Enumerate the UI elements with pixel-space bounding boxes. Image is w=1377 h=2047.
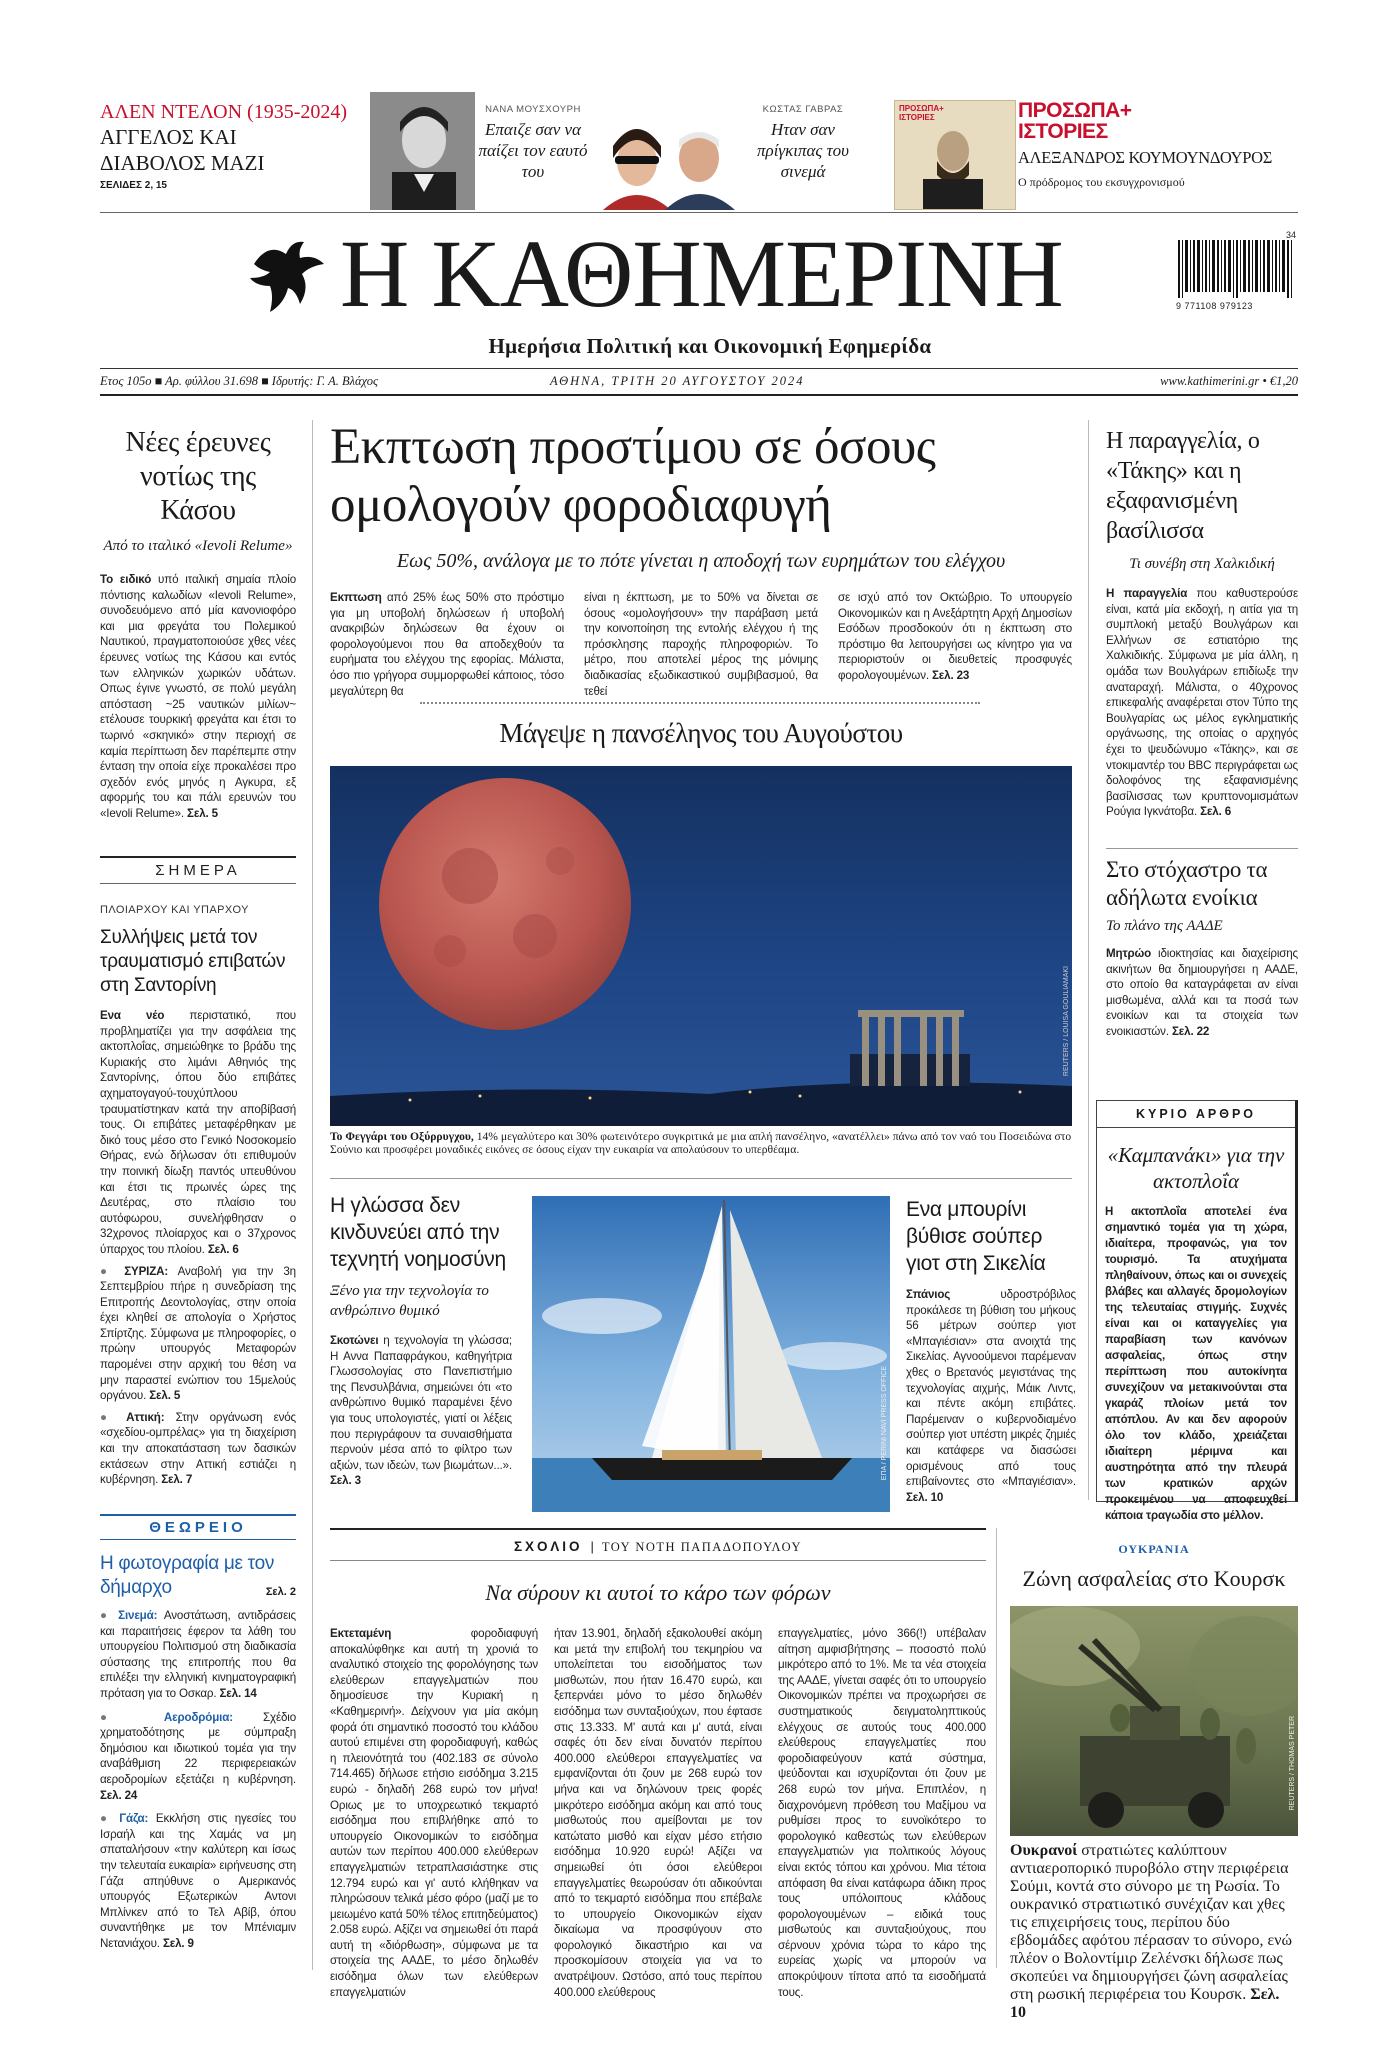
ukraine-body: [1010, 1842, 1298, 2022]
barcode-number: 9 771108 979123: [1176, 301, 1253, 311]
rent-text: ιδιοκτησίας και διαχείρισης ακινήτων θα δημιουργήσει η ΑΑΔΕ, στο οποίο θα καταγράφεται αν είναι μισθωμένα, αλλά και τα ποσά των ενοικίων και τα στοιχεία των ενοικιαστών.: [1106, 947, 1298, 1038]
simera-text: περιστατικό, που προβληματίζει για την ασφάλεια της ακτοπλοΐας, σημειώθηκε το βράδυ της Κυριακής στο λιμάνι Αθηνιός της Σαντορίνης, όπου δύο επιβάτες αχηματογαγού-τουχύπλοου τραυματίστηκαν κατά την αποβίβασή τους. Οι επιβάτες μεταφέρθηκαν με δικό τους μέσο στο Γενικό Νοσοκομείο Θήρας, ενώ δήλωσαν ότι επιθυμούν την ποινική δίωξη παντός υπευθύνου και έτσι τις πρωινές ώρες της Δευτέρας, στο πλαίσιο του αυτόφωρου, συνελήφθησαν ο 32χρονος πλοίαρχος και ο 37χρονος ύπαρχος του πλοίου.: [100, 1009, 296, 1256]
scholio-text-1: φοροδιαφυγή αποκαλύφθηκε και αυτή τη χρονιά το αναλυτικό στοιχείο της φορολόγησης των ελεύθερων επαγγελματιών που δημοσίευσε την Κυριακή η «Καθημερινή». Δείχνουν για μία ακόμη φορά ότι σημαντικό ποσοστό του κλάδου αυτού επιμένει στη φοροδιαφυγή, καθώς η πλειονότητά του (402.183 σε σύνολο 714.465) δήλωσε ετήσιο εισόδημα 3.215 ευρώ - δηλαδή 268 ευρώ τον μήνα! Οριως με το υποχρεωτικό τεκμαρτό εισόδημα που επιβλήθηκε από το υπουργείο Οικονομικών το εισόδημα αυτών των περίπου 400.000 ελεύθερων επαγγελματιών τετραπλασιάστηκε στις 12.794 ευρώ και γι' αυτό κλήθηκαν να πληρώσουν τελικά μέσο φόρο (μαζί με το μειωμένο κατά 50% τέλος επιτηδεύματος) 2.058 ευρώ. Αξίζει να σημειωθεί ότι παρά αυτή τη «διόρθωση», σύμφωνα με τα στοιχεία της ΑΑΔΕ, το μέσο δηλωθέν εισόδημα όλων των ελεύθερων επαγγελματιών: [330, 1627, 538, 1999]
yacht-story[interactable]: [906, 1196, 1076, 1505]
moon-caption-lead: Το Φεγγάρι του Οξύρρυγχου,: [330, 1130, 474, 1143]
ai-deck: Ξένο για την τεχνολογία το ανθρώπινο θυμικό: [330, 1283, 489, 1319]
theoreio-title: Η φωτογραφία με τον δήμαρχο: [100, 1553, 275, 1598]
rent-deck: Το πλάνο της ΑΑΔΕ: [1106, 918, 1223, 934]
yacht-text: υδροστρόβιλος προκάλεσε τη βύθιση του μήκους 56 μέτρων σούπερ γιοτ «Μπαγιέσιαν» στα ανοιχτά της Σικελίας. Αγνοούμενοι παρέμεναν χθες ο Βρετανός μεγιστάνας της τεχνολογίας αιχμής, Μάικ Λιντς, και πέντε ακόμη επιβάτες. Παρέμειναν ο κυβερνοδιαμένο σούπερ γιοτ υπέστη μικρές ζημιές και κατάφερε να διασώσει ορισμένους από τους επιβαίνοντες στο «Μπαγιέσιαν».: [906, 1288, 1076, 1489]
teaser-gavras-text: Ηταν σαν πρίγκιπας του σινεμά: [757, 120, 849, 181]
main-col-3: [838, 590, 1072, 699]
simera-title: Συλλήψεις μετά τον τραυματισμό επιβατών στη Σαντορίνη: [100, 927, 286, 996]
attiki-text: Στην οργάνωση ενός «σχεδίου-ομπρέλας» για τη διαχείριση και την αποκατάσταση των δασικών εκτάσεων στην Αττική εστιάζει η κυβέρνηση.: [100, 1410, 296, 1487]
cinema-brief: ● Σινεμά: Ανοστάτωση, αντιδράσεις και παραιτήσεις έφερον τα λάθη του υπουργείου Πολιτισμού στη διαδικασία σύστασης της επιτροπής που θα επιλέξει την ελληνική κινηματογραφική πρόταση για το Οσκαρ. Σελ. 14: [100, 1609, 296, 1700]
yacht-photo[interactable]: [532, 1196, 890, 1512]
airports-ref: Σελ. 24: [100, 1788, 138, 1802]
prosopa-cover-title: ΠΡΟΣΩΠΑ+ ΙΣΤΟΡΙΕΣ: [899, 104, 944, 122]
simera-body: [100, 1008, 296, 1258]
kasos-title: Νέες έρευνες νοτίως της Κάσου: [125, 427, 271, 526]
simera-label: ΣΗΜΕΡΑ: [155, 862, 241, 879]
teaser-divider: [100, 212, 1298, 213]
ai-text: η τεχνολογία τη γλώσσα; Η Αννα Παπαφράγκου, καθηγήτρια Γλωσσολογίας στο Πανεπιστήμιο της Πενσυλβάνια, σημειώνει ότι «το ανθρώπινο θυμικό παραμένει ξένο για τους υπολογιστές, γιατί οι λέξεις που περιγράφουν τα συναισθήματα περνούν μέσα από το φίλτρο των αξιών, των ιδεών, των βιωμάτων...».: [330, 1334, 512, 1472]
scholio-rule-mid: [330, 1560, 986, 1561]
two-portraits-icon: [585, 118, 745, 210]
main-text-3: σε ισχύ από τον Οκτώβριο. Το υπουργείο Οικονομικών και η Ανεξάρτητη Αρχή Δημοσίων Εσόδων προσδοκούν ότι η έκπτωση στο πρόστιμο θα λειτουργήσει ως κίνητρο για να περιοριστούν οι διευθετείς προσφυγές φορολογουμένων.: [838, 591, 1072, 682]
teaser-delon-line2: ΔΙΑΒΟΛΟΣ ΜΑΖΙ: [100, 151, 265, 175]
teaser-mouschouri[interactable]: [478, 104, 588, 182]
main-headline[interactable]: Εκπτωση προστίμου σε όσους ομολογούν φοροδιαφυγή: [330, 419, 936, 533]
main-text-1: από 25% έως 50% στο πρόστιμο για μη υποβολή δηλώσεων ή υποβολή ανακριβών δηλώσεων θα έχουν οι φορολογούμενοι που θα αποδεχθούν τα ευρήματα του ελέγχου της εφορίας. Μάλιστα, όσο πιο γρήγορα συμμορφωθεί κάποιος, τόσο μεγαλύτερη θα: [330, 591, 564, 698]
order-deck: Τι συνέβη στη Χαλκιδική: [1129, 556, 1275, 572]
mouschouri-gavras-photo: [585, 118, 745, 210]
masthead-subtitle: Ημερήσια Πολιτική και Οικονομική Εφημερίδα: [488, 334, 932, 358]
scholio-col-3: [778, 1626, 986, 2000]
ukraine-kicker: ΟΥΚΡΑΝΙΑ: [1118, 1542, 1190, 1556]
theoreio-story[interactable]: [100, 1552, 296, 1951]
gaza-brief: ● Γάζα: Εκκλήση στις ηγεσίες του Ισραήλ και της Χαμάς να μη σπαταλήσουν «την καλύτερη και ίσως την τελευταία ευκαιρία» ειρήνευσης στη Γάζα απηύθυνε ο Αμερικανός υπουργός Εξωτερικών Αντονι Μπλίνκεν από το Τελ Αβίβ, όπου συναντήθηκε με τον Μπένιαμιν Νετανιάχου. Σελ. 9: [100, 1812, 297, 1950]
teaser-delon-line1: ΑΓΓΕΛΟΣ ΚΑΙ: [100, 125, 237, 149]
airports-text: Σχέδιο χρηματοδότησης με σύμπραξη δημόσιου και ιδιωτικού τομέα για την αναβάθμιση 22 περιφερειακών αεροδρομίων εξετάζει η κυβέρνηση.: [100, 1710, 296, 1786]
ai-story[interactable]: [330, 1192, 512, 1489]
simera-band: [100, 856, 296, 884]
kasos-deck: Από το ιταλικό «Ievoli Relume»: [103, 538, 293, 554]
prosopa-line2: ΙΣΤΟΡΙΕΣ: [1018, 120, 1108, 143]
main-lead: Εκπτωση: [330, 591, 382, 604]
simera-kicker: ΠΛΟΙΑΡΧΟΥ ΚΑΙ ΥΠΑΡΧΟΥ: [100, 904, 249, 916]
kasos-story[interactable]: [100, 426, 296, 822]
full-moon-icon: [330, 766, 1072, 1126]
ukraine-credit: REUTERS / THOMAS PETER: [1289, 1716, 1296, 1811]
col-sep-right: [1088, 420, 1089, 1500]
yacht-body: [906, 1287, 1076, 1505]
syriza-brief: ● ΣΥΡΙΖΑ: Αναβολή για την 3η Σεπτεμβρίου πήρε η συνεδρίαση της Επιτροπής Δεοντολογίας, στην οποία έχει κληθεί σε απολογία ο Χρήστος Σπίρτζης. Σύμφωνα με πληροφορίες, ο πρώην υπουργός Μεταφορών παρομένει στην αρχική του θέση να μην παραστεί ενώπιον του 15μελούς οργάνου. Σελ. 5: [100, 1264, 296, 1403]
teaser-delon-title: ΑΛΕΝ ΝΤΕΛΟΝ (1935-2024): [100, 101, 348, 123]
main-deck: Εως 50%, ανάλογα με το πότε γίνεται η αποδοχή των ευρημάτων του ελέγχου: [396, 550, 1006, 572]
ukraine-lead: Ουκρανοί: [1010, 1842, 1078, 1859]
rent-body: [1106, 946, 1298, 1040]
scholio-col-2: [554, 1626, 762, 2000]
theoreio-label: ΘΕΩΡΕΙΟ: [149, 1519, 247, 1536]
moon-caption-text: 14% μεγαλύτερο και 30% φωτεινότερο συγκριτικά με μια απλή πανσέληνο, «ανατέλλει» πάνω από τον ναό του Ποσειδώνα στο Σούνιο και προσφέρει μοναδικές εικόνες σε όσους είχαν την ευκαιρία να απολαύσουν το υπερθέαμα.: [330, 1130, 1072, 1156]
main-ref: Σελ. 23: [932, 668, 970, 682]
rent-lead: Μητρώο: [1106, 947, 1152, 960]
masthead-meta-right: www.kathimerini.gr • €1,20: [1160, 374, 1298, 388]
teaser-mouschouri-kicker: ΝΑΝΑ ΜΟΥΣΧΟΥΡΗ: [485, 104, 581, 115]
barcode-icon: [1176, 240, 1296, 298]
prosopa-name: ΑΛΕΞΑΝΔΡΟΣ ΚΟΥΜΟΥΝΔΟΥΡΟΣ: [1018, 148, 1273, 167]
ai-body: [330, 1333, 512, 1489]
gaza-text: Εκκλήση στις ηγεσίες του Ισραήλ και της Χαμάς να μη σπαταλήσουν «την καλύτερη και ίσως την τελευταία ευκαιρία» ειρήνευσης στη Γάζα απηύθυνε ο Αμερικανός υπουργός Εξωτερικών Αντονι Μπλίνκεν από το Τελ Αβίβ, όπου συναντήθηκε με τον Μπένιαμιν Νετανιάχου.: [100, 1812, 297, 1950]
ukraine-text: στρατιώτες καλύπτουν αντιαεροπορικό πυροβόλο στην περιφέρεια Σούμι, κοντά στο σύνορο με τη Ρωσία. Το ουκρανικό στρατιωτικό συνέχιζαν και χθες τις επιχειρήσεις τους, περίπου δύο εβδομάδες αφότου πέρασαν το σύνορο, ενώ πλέον ο Βολοντίμιρ Ζελένσκι δήλωσε πως σκοπεύει να δημιουργήσει ζώνη ασφαλείας στη ρωσική περιφέρεια του Κουρσκ.: [1010, 1842, 1293, 2003]
prosopa-line1: ΠΡΟΣΩΠΑ+: [1018, 99, 1132, 122]
teaser-delon[interactable]: [100, 100, 370, 210]
order-text: που καθυστερούσε είναι, κατά μία εκδοχή, η αιτία για τη συμπλοκή μεταξύ Βουλγάρων και Ελλήνων σε εστιατόριο της Χαλκιδικής. Σύμφωνα με μία άλλη, η ομάδα των Βουλγάρων επιδίωξε την αναταραχή. Μάλιστα, ο 40χρονος επικεφαλής αναφέρεται στον Τύπο της Βουλγαρίας ως μέλος εγκληματικής οργάνωσης, της οποίας ο αρχηγός έχει το ψευδώνυμο «Τάκης», και σε ντοκιμαντέρ του BBC περιγράφεται ως δολοφόνος της εξαφανισμένης βασίλισσας των κρυπτονομισμάτων Ρούγια Ιγκνάτοβα.: [1106, 587, 1298, 819]
prosopa-cover[interactable]: [894, 100, 1016, 210]
barcode: [1176, 230, 1298, 312]
prosopa-sub: Ο πρόδρομος του εκσυγχρονισμού: [1018, 175, 1185, 189]
ukraine-title[interactable]: Ζώνη ασφαλείας στο Κουρσκ: [1022, 1566, 1286, 1591]
order-divider: [1106, 848, 1298, 849]
main-col-1: [330, 590, 564, 699]
phoenix-logo-icon: [244, 234, 330, 320]
airports-lead: Αεροδρόμια:: [163, 1710, 233, 1724]
col-sep-left: [312, 420, 313, 1970]
scholio-rule-top: [330, 1528, 986, 1530]
scholio-label: ΣΧΟΛΙΟ: [513, 1539, 583, 1554]
syriza-ref: Σελ. 5: [149, 1389, 181, 1403]
scholio-body: [330, 1626, 986, 2000]
kasos-ref: Σελ. 5: [187, 806, 218, 820]
rent-ref: Σελ. 22: [1171, 1024, 1210, 1038]
kasos-lead: Το ειδικό: [100, 573, 152, 586]
order-lead: Η παραγγελία: [1106, 587, 1188, 600]
simera-story[interactable]: [100, 904, 296, 1488]
syriza-lead: ΣΥΡΙΖΑ:: [124, 1264, 169, 1278]
attiki-ref: Σελ. 7: [161, 1473, 193, 1487]
ai-ref: Σελ. 3: [330, 1474, 361, 1488]
yacht-ref: Σελ. 10: [906, 1490, 944, 1504]
scholio-title[interactable]: Να σύρουν κι αυτοί το κάρο των φόρων: [485, 1580, 831, 1605]
scholio-text-2: ήταν 13.901, δηλαδή εξακολουθεί ακόμη και μετά την επιβολή του τεκμηρίου να υπολείπεται του εισοδήματος των μισθωτών, που ήταν 16.470 ευρώ, και ξεπερνάει μόνο το μέσο δηλωθέν εισόδημα των συνταξιούχων, που έφτασε στις 13.333. Μ' αυτά και μ' αυτά, είναι σαφές ότι δεν είναι δυνατόν περίπου 400.000 ελεύθεροι επαγγελματίες να εμφανίζονται ότι ζουν με 268 ευρώ τον μήνα και να δηλώνουν τρεις φορές μικρότερο εισόδημα ακόμη και από τους μισθωτούς που αμείβονται με τον κατώτατο μισθό και είχαν μέσο ετήσιο εισόδημα 10.920 ευρώ! Αξίζει να σημειωθεί ότι όσοι ελεύθεροι επαγγελματίες θεωρούσαν ότι αδικούνται από το τεκμαρτό εισόδημα που επέβαλε το υπουργείο Οικονομικών είχαν δικαίωμα να προσφύγουν στο φορολογικό δικαστήριο και να προσκομίσουν στοιχεία για να το ανατρέψουν. Ωστόσο, από τους περίπου 400.000 ελεύθερους: [554, 1627, 762, 1999]
main-col-2: [584, 590, 818, 699]
gaza-lead: Γάζα:: [119, 1812, 149, 1826]
order-story[interactable]: [1106, 426, 1298, 820]
order-title: Η παραγγελία, ο «Τάκης» και η εξαφανισμένη βασίλισσα: [1106, 428, 1260, 544]
sailing-yacht-icon: [532, 1196, 890, 1512]
cinema-lead: Σινεμά:: [118, 1609, 158, 1622]
attiki-brief: ● Αττική: Στην οργάνωση ενός «σχεδίου-ομπρέλας» για τη διαχείριση και την αποκατάσταση των δασικών εκτάσεων στην Αττική εστιάζει η κυβέρνηση. Σελ. 7: [100, 1410, 296, 1487]
teaser-mouschouri-text: Επαιζε σαν να παίζει τον εαυτό του: [478, 120, 588, 181]
attiki-lead: Αττική:: [126, 1410, 165, 1424]
kasos-text: υπό ιταλική σημαία πλοίο πόντισης καλωδίων «Ievoli Relume», συνοδευόμενο από μία κανονιοφόρο και μια φρεγάτα του Πολεμικού Ναυτικού, πραγματοποιούσε χθες νέες έρευνες νοτίως της Κάσου και εντός των ελληνικών χωρικών υδάτων. Οπως έγινε γνωστό, σε πολύ μεγάλη απόσταση ~25 ναυτικών μιλίων~ ετέλουσε τουρκική φρεγάτα και έτσι το τωρινό «σκηνικό» στην περιοχή σε καμία περίπτωση δεν παρέπεμπε στην ένταση την οποία είχε προκαλέσει προ σχεδόν ενός μηνός η Αγκυρα, εξ αφορμής του και πάλι ερευνών του «Ievoli Relume».: [100, 573, 297, 820]
teaser-gavras-kicker: ΚΩΣΤΑΣ ΓΑΒΡΑΣ: [762, 104, 844, 115]
main-body: [330, 590, 1072, 699]
teaser-gavras[interactable]: [748, 104, 858, 182]
moon-divider: [330, 1178, 1072, 1179]
cinema-text: Ανοστάτωση, αντιδράσεις και παραιτήσεις έφερον τα λάθη του υπουργείου Πολιτισμού στη διαδικασία σύστασης της επιτροπής που θα επιλέξει την ελληνική κινηματογραφική πρόταση για το Οσκαρ.: [100, 1609, 296, 1700]
editorial-body: Η ακτοπλοΐα αποτελεί ένα σημαντικό τομέα για τη χώρα, ιδιαίτερα, προφανώς, για τον τουρισμό. Τα ατυχήματα πληθαίνουν, όπως και οι συνεχείς βλάβες και αλλαγές δρομολογίων της τελευταίας στιγμής. Συχνές είναι και οι καταγγελίες για παραβίαση των κανόνων ασφαλείας, όπως στην περίπτωση που αυτοκίνητα συνεχίζουν να μετακινούνται στα γκαράζ πλοίων μετά τον απόπλου. Αν και δεν αφορούν όλο τον κλάδο, χρειάζεται ιδιαίτερη μέριμνα και αυστηρότητα από την πλευρά των κρατικών αρχών προκειμένου να αποφευχθεί κάποια τραγωδία στο μέλλον.: [1105, 1206, 1287, 1522]
ukraine-photo[interactable]: [1010, 1606, 1298, 1836]
rent-story[interactable]: [1106, 856, 1298, 1040]
editorial-title: «Καμπανάκι» για την ακτοπλοΐα: [1107, 1143, 1285, 1193]
moon-headline[interactable]: Μάγεψε η πανσέληνος του Αυγούστου: [499, 718, 903, 748]
masthead-rule-top: [100, 368, 1298, 369]
scholio-right-sep: [996, 1528, 997, 1968]
kasos-body: [100, 572, 296, 822]
theoreio-band: [100, 1514, 296, 1540]
scholio-text-3: επαγγελματίες, μόνο 366(!) υπέβαλαν αίτηση αμφισβήτησης – ποσοστό πολύ μικρότερο από το 1%. Με τα νέα στοιχεία της ΑΑΔΕ, γίνεται σαφές ότι το υπουργείο Οικονομικών πρέπει να προχωρήσει σε συστηματικούς δειγματοληπτικούς ελέγχους σε αυτούς τους 400.000 ελεύθερους επαγγελματίες που φοροδιαφεύγουν κατά σύστημα, ψεύδονται και ισχυρίζονται ότι ζουν με 268 ευρώ τον μήνα. Επιπλέον, η διαχρονόμενη πρόθεση του Μαξίμου να ρυθμίσει προς το ευνοϊκότερο το φορολογικό καθεστώς των ελεύθερων επαγγελματιών για πολιτικούς λόγους είναι εκτός τόπου και χρόνου. Μια τέτοια απόφαση θα είναι κατάφωρα άδικη προς τους υπόλοιπους κλάδους φορολογουμένων – ειδικά τους μισθωτούς και συνταξιούχους, που σέρνουν χρόνια τώρα το κάρο της ευρείας χωρίς να μπορούν να αποκρύψουν τίποτα από τα εισοδήματά τους.: [778, 1627, 986, 1999]
order-body: [1106, 586, 1298, 820]
main-dotted-divider: [420, 702, 980, 704]
masthead-title[interactable]: Η ΚΑΘΗΜΕΡΙΝΗ: [340, 220, 1063, 327]
syriza-text: Αναβολή για την 3η Σεπτεμβρίου πήρε η συνεδρίαση της Επιτροπής Δεοντολογίας, στην οποία έχει κληθεί σε απολογία ο Χρήστος Σπίρτζης. Σύμφωνα με πληροφορίες, ο πρώην υπουργός Μεταφορών παρομένει στην αρχική του θέση να μην παραστεί ενώπιον του 15μελούς οργάνου.: [100, 1264, 296, 1403]
teaser-delon-pages: ΣΕΛΙΔΕΣ 2, 15: [100, 180, 167, 191]
editorial-box[interactable]: [1096, 1100, 1298, 1522]
rent-title: Στο στόχαστρο τα αδήλωτα ενοίκια: [1106, 857, 1268, 910]
cinema-ref: Σελ. 14: [219, 1686, 257, 1700]
main-text-2: είναι η έκπτωση, με το 50% να δίνεται σε όσους «ομολογήσουν» την παράβαση μετά την κοινοποίηση της εντολής ελέγχου ή της πρόσκλησης παροχής πληροφοριών. Το μέτρο, που αποτελεί μέρος της μόνιμης διαδικασίας εξωδικαστικού συμβιβασμού, θα τεθεί: [584, 591, 818, 698]
anti-aircraft-gun-icon: [1010, 1606, 1298, 1836]
moon-caption: [330, 1130, 1072, 1156]
gaza-ref: Σελ. 9: [162, 1936, 194, 1950]
yacht-lead: Σπάνιος: [906, 1288, 951, 1301]
simera-ref: Σελ. 6: [207, 1242, 239, 1256]
koumoundouros-portrait-icon: [895, 121, 1015, 210]
moon-photo[interactable]: [330, 766, 1072, 1126]
scholio-lead: Εκτεταμένη: [330, 1627, 392, 1640]
yacht-credit: ΕΠΑ / PERINI NAVI PRESS OFFICE: [881, 1366, 888, 1481]
theoreio-title-ref: Σελ. 2: [265, 1586, 296, 1598]
scholio-header: [330, 1538, 986, 1556]
scholio-author: ΤΟΥ ΝΟΤΗ ΠΑΠΑΔΟΠΟΥΛΟΥ: [601, 1540, 803, 1554]
ukraine-ref: Σελ. 10: [1010, 1986, 1280, 2021]
yacht-title: Ενα μπουρίνι βύθισε σούπερ γιοτ στη Σικελία: [906, 1198, 1046, 1275]
delon-portrait-icon: [370, 92, 475, 210]
masthead-meta-left: Ετος 105ο ■ Αρ. φύλλου 31.698 ■ Ιδρυτής: Γ. Α. Βλάχος: [100, 374, 379, 388]
airports-brief: ● Αεροδρόμια: Σχέδιο χρηματοδότησης με σύμπραξη δημόσιου και ιδιωτικού τομέα για την αναβάθμιση 22 περιφερειακών αεροδρομίων εξετάζει η κυβέρνηση. Σελ. 24: [100, 1710, 296, 1802]
scholio-col-1: [330, 1626, 538, 2000]
masthead-rule-bottom: [100, 394, 1298, 396]
moon-credit: REUTERS / LOUISA GOULIAMAKI: [1063, 966, 1070, 1077]
teaser-prosopa[interactable]: [1018, 100, 1298, 191]
scholio-separator: |: [590, 1539, 594, 1554]
order-ref: Σελ. 6: [1200, 805, 1232, 819]
masthead-date: ΑΘΗΝΑ, ΤΡΙΤΗ 20 ΑΥΓΟΥΣΤΟΥ 2024: [550, 374, 805, 388]
editorial-band: ΚΥΡΙΟ ΑΡΘΡΟ: [1097, 1101, 1295, 1128]
ai-title: Η γλώσσα δεν κινδυνεύει από την τεχνητή νοημοσύνη: [330, 1194, 506, 1271]
delon-photo: [370, 92, 475, 210]
simera-lead: Ενα νέο: [100, 1009, 165, 1022]
masthead-logo: [244, 234, 330, 320]
ai-lead: Σκοτώνει: [330, 1334, 379, 1347]
barcode-issue: 34: [1285, 230, 1296, 240]
